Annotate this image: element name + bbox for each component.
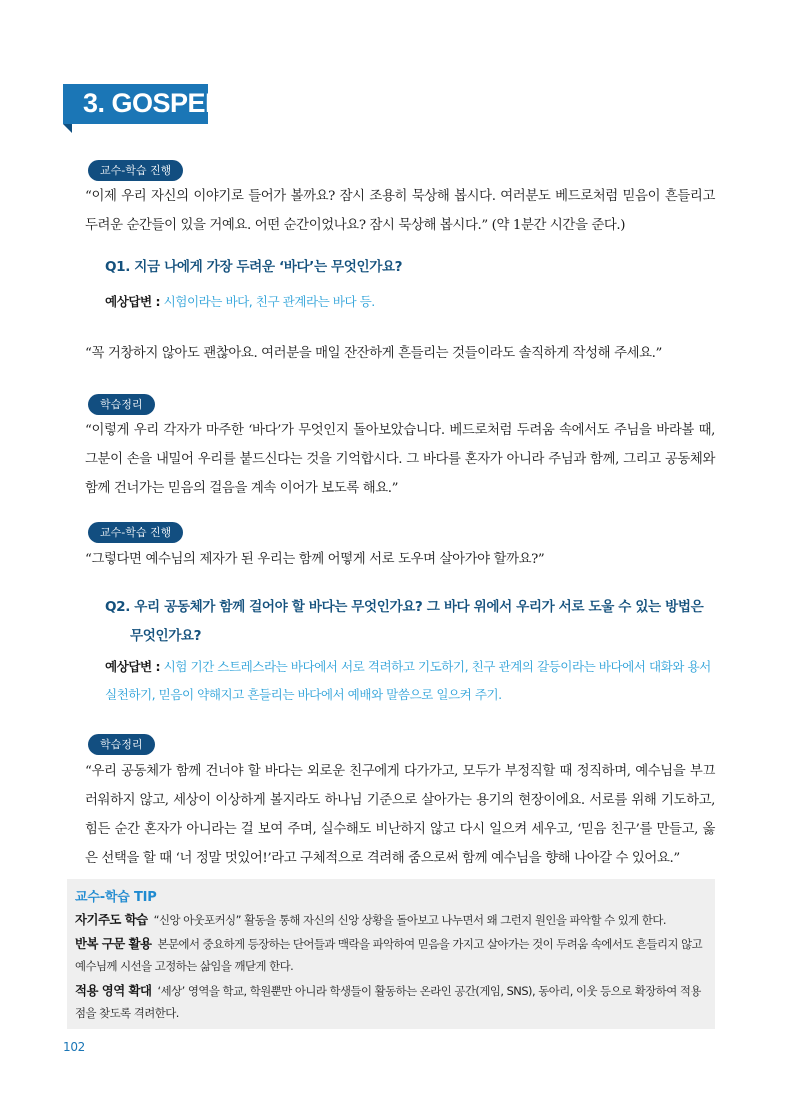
answer-text: 시험이라는 바다, 친구 관계라는 바다 등. bbox=[163, 294, 375, 309]
tip-item-label: 자기주도 학습 bbox=[75, 912, 148, 927]
badge-learning-summary: 학습정리 bbox=[88, 734, 155, 755]
badge-teaching-progress: 교수-학습 진행 bbox=[88, 522, 183, 543]
question-2: Q2. 우리 공동체가 함께 걸어야 할 바다는 무엇인가요? 그 바다 위에서 우리가 서로 도울 수 있는 방법은 무엇인가요? bbox=[105, 599, 704, 644]
answer-label: 예상답변 : bbox=[105, 294, 161, 309]
question-1: Q1. 지금 나에게 가장 두려운 ‘바다’는 무엇인가요? bbox=[105, 259, 403, 275]
teaching-tip-box bbox=[67, 879, 715, 1029]
badge-teaching-progress: 교수-학습 진행 bbox=[88, 160, 183, 181]
tip-item bbox=[75, 909, 711, 931]
page-number: 102 bbox=[63, 1040, 86, 1054]
header-fold-decoration bbox=[63, 124, 72, 133]
summary-paragraph: “이렇게 우리 각자가 마주한 ‘바다’가 무엇인지 돌아보았습니다. 베드로처럼 두려움 속에서도 주님을 바라볼 때, 그분이 손을 내밀어 우리를 붙드신다는 것을 기억합시다. 그 바다를 혼자가 아니라 주님과 함께, 그리고 공동체와 함께 건너가는 믿음의 걸음을 계속 이어가 보도록 해요.” bbox=[85, 423, 715, 496]
tip-item bbox=[75, 980, 711, 1024]
narration-paragraph: “이제 우리 자신의 이야기로 들어가 볼까요? 잠시 조용히 묵상해 봅시다. 여러분도 베드로처럼 믿음이 흔들리고 두려운 순간들이 있을 거예요. 어떤 순간이었나요? 잠시 묵상해 봅시다.” (약 1분간 시간을 준다.) bbox=[85, 189, 715, 233]
tip-item-text: “신앙 아웃포커싱” 활동을 통해 자신의 신앙 상황을 돌아보고 나누면서 왜 그런지 원인을 파악할 수 있게 한다. bbox=[153, 913, 667, 927]
expected-answer-1 bbox=[105, 288, 717, 316]
answer-label: 예상답변 : bbox=[105, 659, 161, 674]
tip-item-label: 반복 구문 활용 bbox=[75, 936, 152, 951]
tip-item-label: 적용 영역 확대 bbox=[75, 983, 152, 998]
badge-learning-summary: 학습정리 bbox=[88, 394, 155, 415]
summary-paragraph: “우리 공동체가 함께 건너야 할 바다는 외로운 친구에게 다가가고, 모두가 부정직할 때 정직하며, 예수님을 부끄러워하지 않고, 세상이 이상하게 볼지라도 하나님 기준으로 살아가는 용기의 현장이에요. 서로를 위해 기도하고, 힘든 순간 혼자가 아니라는 걸 보여 주며, 실수해도 비난하지 않고 다시 일으켜 세우고, ‘믿음 친구’를 만들고, 옳은 선택을 할 때 ‘너 정말 멋있어!’라고 구체적으로 격려해 줌으로써 함께 예수님을 향해 나아갈 수 있어요.” bbox=[85, 764, 715, 866]
tip-item bbox=[75, 933, 711, 977]
narration-paragraph: “꼭 거창하지 않아도 괜찮아요. 여러분을 매일 잔잔하게 흔들리는 것들이라도 솔직하게 작성해 주세요.” bbox=[85, 346, 662, 361]
section-title: 3. GOSPEL bbox=[83, 88, 222, 118]
expected-answer-2 bbox=[105, 653, 717, 709]
tip-item-text: 본문에서 중요하게 등장하는 단어들과 맥락을 파악하여 믿음을 가지고 살아가는 것이 두려움 속에서도 흔들리지 않고 예수님께 시선을 고정하는 삶임을 깨닫게 한다. bbox=[75, 937, 703, 973]
narration-paragraph: “그렇다면 예수님의 제자가 된 우리는 함께 어떻게 서로 도우며 살아가야 할까요?” bbox=[85, 552, 545, 567]
answer-text: 시험 기간 스트레스라는 바다에서 서로 격려하고 기도하기, 친구 관계의 갈등이라는 바다에서 대화와 용서 실천하기, 믿음이 약해지고 흔들리는 바다에서 예배와 말씀으로 일으켜 주기. bbox=[105, 659, 711, 702]
tip-item-text: ‘세상’ 영역을 학교, 학원뿐만 아니라 학생들이 활동하는 온라인 공간(게임, SNS), 동아리, 이웃 등으로 확장하여 적용점을 찾도록 격려한다. bbox=[75, 984, 701, 1020]
section-header bbox=[63, 84, 222, 124]
tip-title: 교수-학습 TIP bbox=[75, 890, 157, 905]
